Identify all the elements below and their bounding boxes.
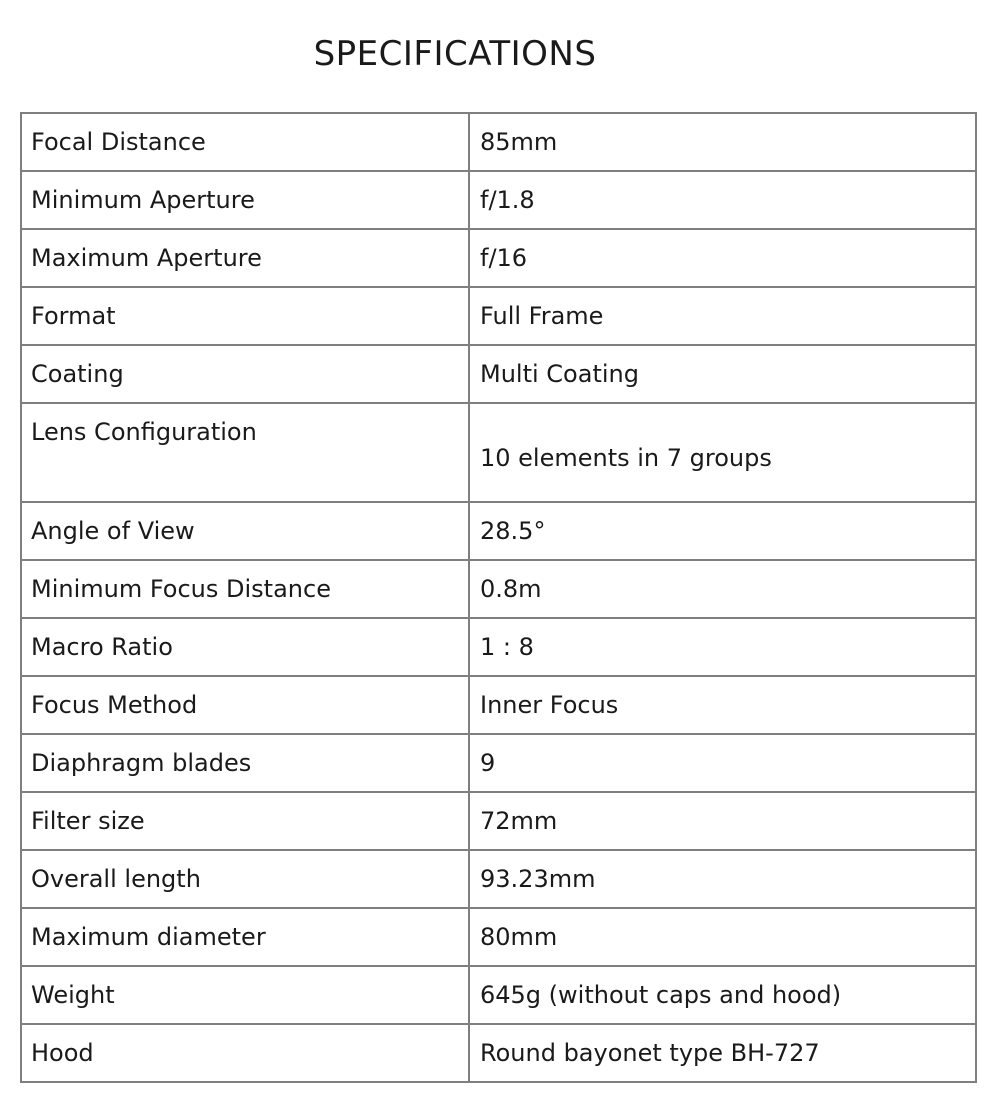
spec-value: 9	[469, 734, 976, 792]
spec-label: Minimum Aperture	[21, 171, 469, 229]
spec-value: 10 elements in 7 groups	[469, 403, 976, 502]
table-row	[21, 792, 976, 850]
page-title: SPECIFICATIONS	[313, 34, 597, 74]
specifications-table	[20, 112, 977, 1083]
spec-label: Filter size	[21, 792, 469, 850]
spec-label: Angle of View	[21, 502, 469, 560]
spec-label: Maximum diameter	[21, 908, 469, 966]
spec-value: 645g (without caps and hood)	[469, 966, 976, 1024]
spec-label: Macro Ratio	[21, 618, 469, 676]
table-row	[21, 229, 976, 287]
table-row	[21, 113, 976, 171]
spec-label: Coating	[21, 345, 469, 403]
table-row	[21, 502, 976, 560]
table-row	[21, 345, 976, 403]
spec-label: Lens Configuration	[21, 403, 469, 502]
spec-value: 85mm	[469, 113, 976, 171]
spec-value: 0.8m	[469, 560, 976, 618]
spec-label: Focus Method	[21, 676, 469, 734]
table-row	[21, 560, 976, 618]
spec-value: 80mm	[469, 908, 976, 966]
spec-label: Format	[21, 287, 469, 345]
table-row	[21, 287, 976, 345]
table-row	[21, 403, 976, 502]
table-row	[21, 171, 976, 229]
spec-value: 28.5°	[469, 502, 976, 560]
table-row	[21, 850, 976, 908]
spec-value: Inner Focus	[469, 676, 976, 734]
table-row	[21, 618, 976, 676]
table-row	[21, 734, 976, 792]
spec-label: Diaphragm blades	[21, 734, 469, 792]
table-row	[21, 966, 976, 1024]
spec-value: f/1.8	[469, 171, 976, 229]
spec-value: f/16	[469, 229, 976, 287]
table-row	[21, 1024, 976, 1082]
spec-label: Minimum Focus Distance	[21, 560, 469, 618]
spec-value: Full Frame	[469, 287, 976, 345]
spec-label: Weight	[21, 966, 469, 1024]
spec-label: Focal Distance	[21, 113, 469, 171]
spec-value: Multi Coating	[469, 345, 976, 403]
spec-label: Hood	[21, 1024, 469, 1082]
spec-value: 1 : 8	[469, 618, 976, 676]
spec-label: Maximum Aperture	[21, 229, 469, 287]
table-row	[21, 908, 976, 966]
spec-value: 72mm	[469, 792, 976, 850]
spec-value: Round bayonet type BH-727	[469, 1024, 976, 1082]
spec-label: Overall length	[21, 850, 469, 908]
spec-value: 93.23mm	[469, 850, 976, 908]
table-row	[21, 676, 976, 734]
